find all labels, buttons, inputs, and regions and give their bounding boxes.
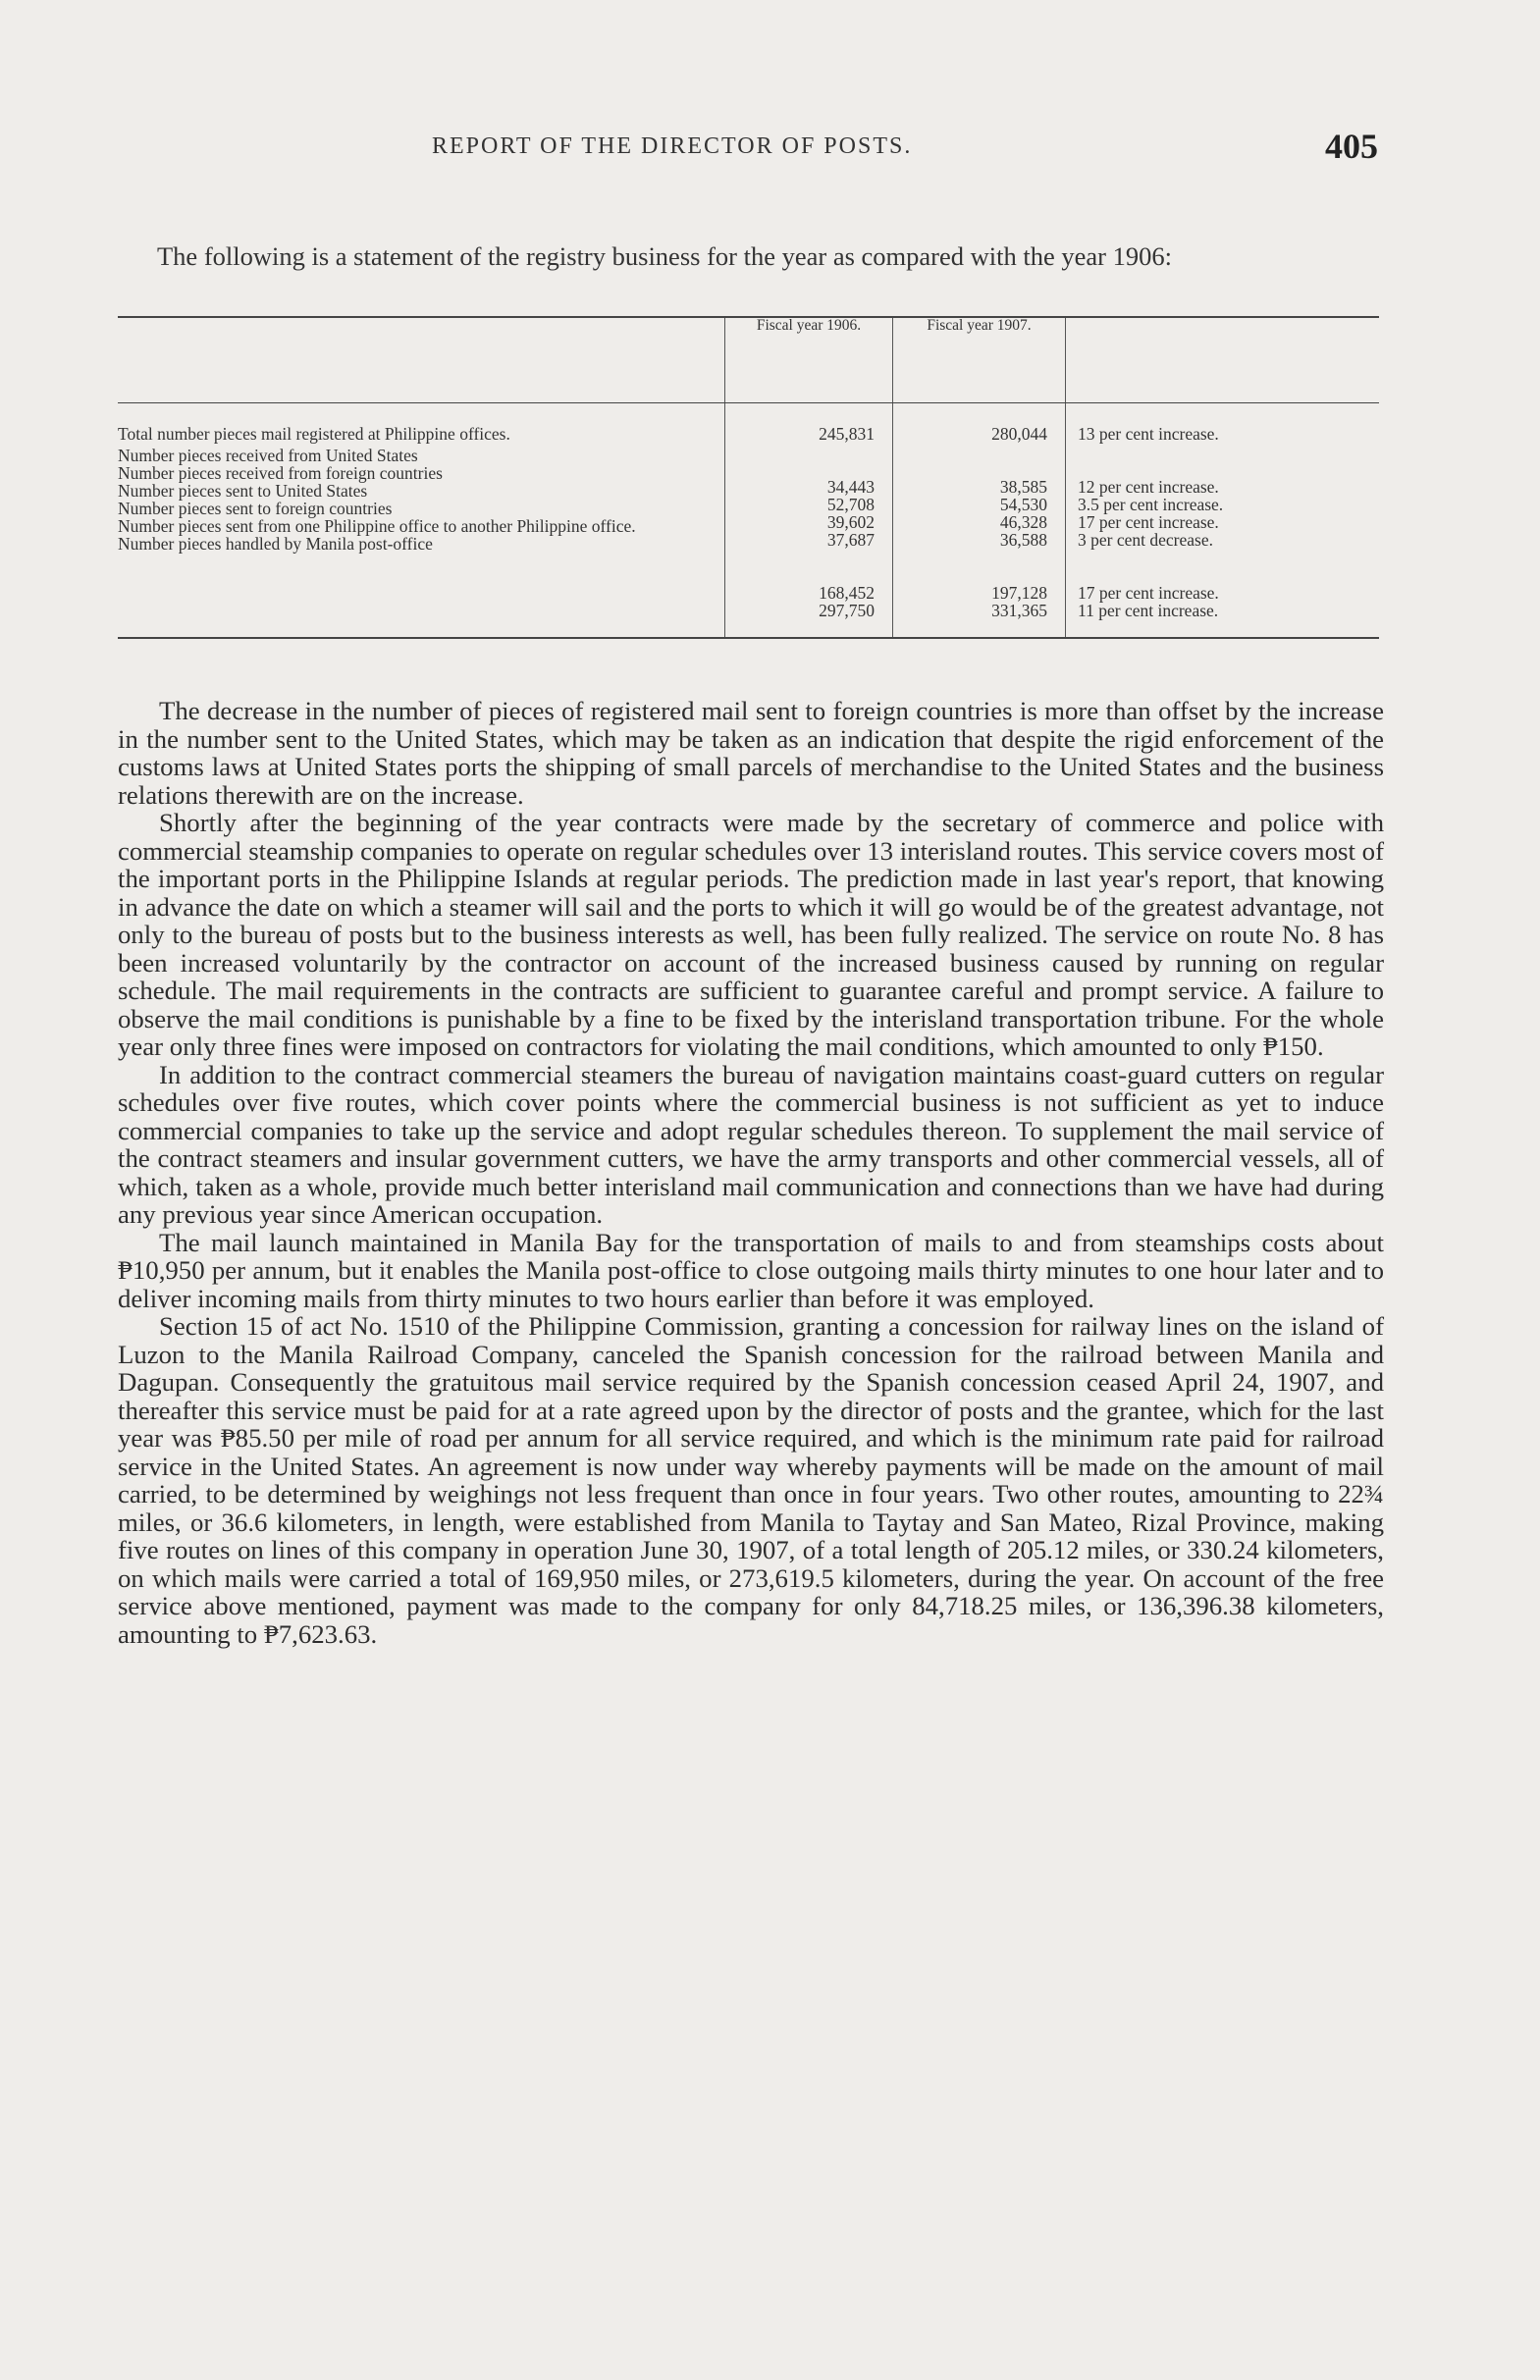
cell-fy1906: 37,687 [826,530,875,550]
table-bottom-rule [118,637,1379,639]
cell-fy1906: 52,708 [826,495,875,514]
page-number: 405 [1325,127,1378,166]
cell-fy1907: 197,128 [991,583,1047,603]
header-fiscal-1907: Fiscal year 1907. [893,318,1066,403]
cell-fy1906: 297,750 [819,601,875,620]
table-header-row [118,318,1379,403]
cell-fy1907: 36,588 [999,530,1047,550]
paragraph: Section 15 of act No. 1510 of the Philippine Commission, granting a concession for railway lines on the island of Luzon to the Manila Railroad Company, canceled the Spanish concession for the railroad between Manila and Dagupan. Consequently the gratuitous mail service required by the Spanish concession ceased April 24, 1907, and thereafter this service must be paid for at a rate agreed upon by the director of posts and the grantee, which for the last year was ₱85.50 per mile of road per annum for all service required, and which is the minimum rate paid for railroad service in the United States. An agreement is now under way whereby payments will be made on the amount of mail carried, to be determined by weighings not less frequent than once in four years. Two other routes, amounting to 22¾ miles, or 36.6 kilometers, in length, were established from Manila to Taytay and San Mateo, Rizal Province, making five routes on lines of this company in operation June 30, 1907, of a total length of 205.12 miles, or 330.24 kilometers, on which mails were carried a total of 169,950 miles, or 273,619.5 kilometers, during the year. On account of the free service above mentioned, payment was made to the company for only 84,718.25 miles, or 136,396.38 kilometers, amounting to ₱7,623.63. [118,1311,1384,1649]
cell-fy1907: 46,328 [999,512,1047,532]
registry-table-grid [118,318,1379,637]
header-change [1066,318,1380,403]
paragraph: The decrease in the number of pieces of registered mail sent to foreign countries is more than offset by the increase in the number sent to the United States, which may be taken as an indication that despite the rigid enforcement of the customs laws at United States ports the shipping of small parcels of merchandise to the United States and the business relations therewith are on the increase. [118,696,1384,810]
row-label: Number pieces sent to foreign countries [118,499,393,518]
row-label: Number pieces received from United States [118,446,418,465]
cell-fy1907: 280,044 [991,424,1047,444]
fiscal-1907-column [893,403,1066,638]
cell-change: 17 per cent increase. [1078,583,1219,603]
row-label: Number pieces sent from one Philippine office to another Philippine office. [118,516,636,536]
paragraph: In addition to the contract commercial steamers the bureau of navigation maintains coast-guard cutters on regular schedules over five routes, which cover points where the commercial business is not sufficient as yet to induce commercial companies to take up the service and adopt regular schedules thereon. To supplement the mail service of the contract steamers and insular government cutters, we have the army transports and other commercial vessels, all of which, taken as a whole, provide much better interisland mail communication and connections than we have had during any previous year since American occupation. [118,1059,1384,1229]
change-column [1066,403,1380,638]
cell-fy1906: 245,831 [819,424,875,444]
row-label: Number pieces received from foreign countries [118,463,443,483]
cell-change: 12 per cent increase. [1078,477,1219,497]
body-text [118,697,1384,1648]
cell-fy1906: 34,443 [826,477,875,497]
header-description [118,318,725,403]
row-label: Number pieces handled by Manila post-office [118,534,433,554]
row-label: Total number pieces mail registered at Philippine offices. [118,424,510,444]
table-body-row [118,403,1379,638]
cell-change: 3.5 per cent increase. [1078,495,1224,514]
cell-fy1907: 38,585 [999,477,1047,497]
cell-change: 11 per cent increase. [1078,601,1219,620]
paragraph: The mail launch maintained in Manila Bay for the transportation of mails to and from steamships costs about ₱10,950 per annum, but it enables the Manila post-office to close outgoing mails thirty minutes to one hour later and to deliver incoming mails from thirty minutes to two hours earlier than before it was employed. [118,1227,1384,1313]
description-column [118,403,725,638]
registry-table [118,316,1379,639]
cell-change: 17 per cent increase. [1078,512,1219,532]
fiscal-1906-column [725,403,893,638]
page-title: REPORT OF THE DIRECTOR OF POSTS. [432,133,913,159]
cell-fy1906: 168,452 [819,583,875,603]
cell-fy1907: 331,365 [991,601,1047,620]
row-label: Number pieces sent to United States [118,481,368,501]
cell-fy1907: 54,530 [999,495,1047,514]
cell-change: 3 per cent decrease. [1078,530,1213,550]
running-head [0,127,1540,173]
cell-change: 13 per cent increase. [1078,424,1219,444]
intro-paragraph: The following is a statement of the registry business for the year as compared with the year 1906: [157,240,1172,271]
header-fiscal-1906: Fiscal year 1906. [725,318,893,403]
cell-fy1906: 39,602 [826,512,875,532]
paragraph: Shortly after the beginning of the year contracts were made by the secretary of commerce and police with commercial steamship companies to operate on regular schedules over 13 interisland routes. This service covers most of the important ports in the Philippine Islands at regular periods. The prediction made in last year's report, that knowing in advance the date on which a steamer will sail and the ports to which it will go would be of the greatest advantage, not only to the bureau of posts but to the business interests as well, has been fully realized. The service on route No. 8 has been increased voluntarily by the contractor on account of the increased business caused by running on regular schedule. The mail requirements in the contracts are sufficient to guarantee careful and prompt service. A failure to observe the mail conditions is punishable by a fine to be fixed by the interisland transportation tribune. For the whole year only three fines were imposed on contractors for violating the mail conditions, which amounted to only ₱150. [118,808,1384,1061]
